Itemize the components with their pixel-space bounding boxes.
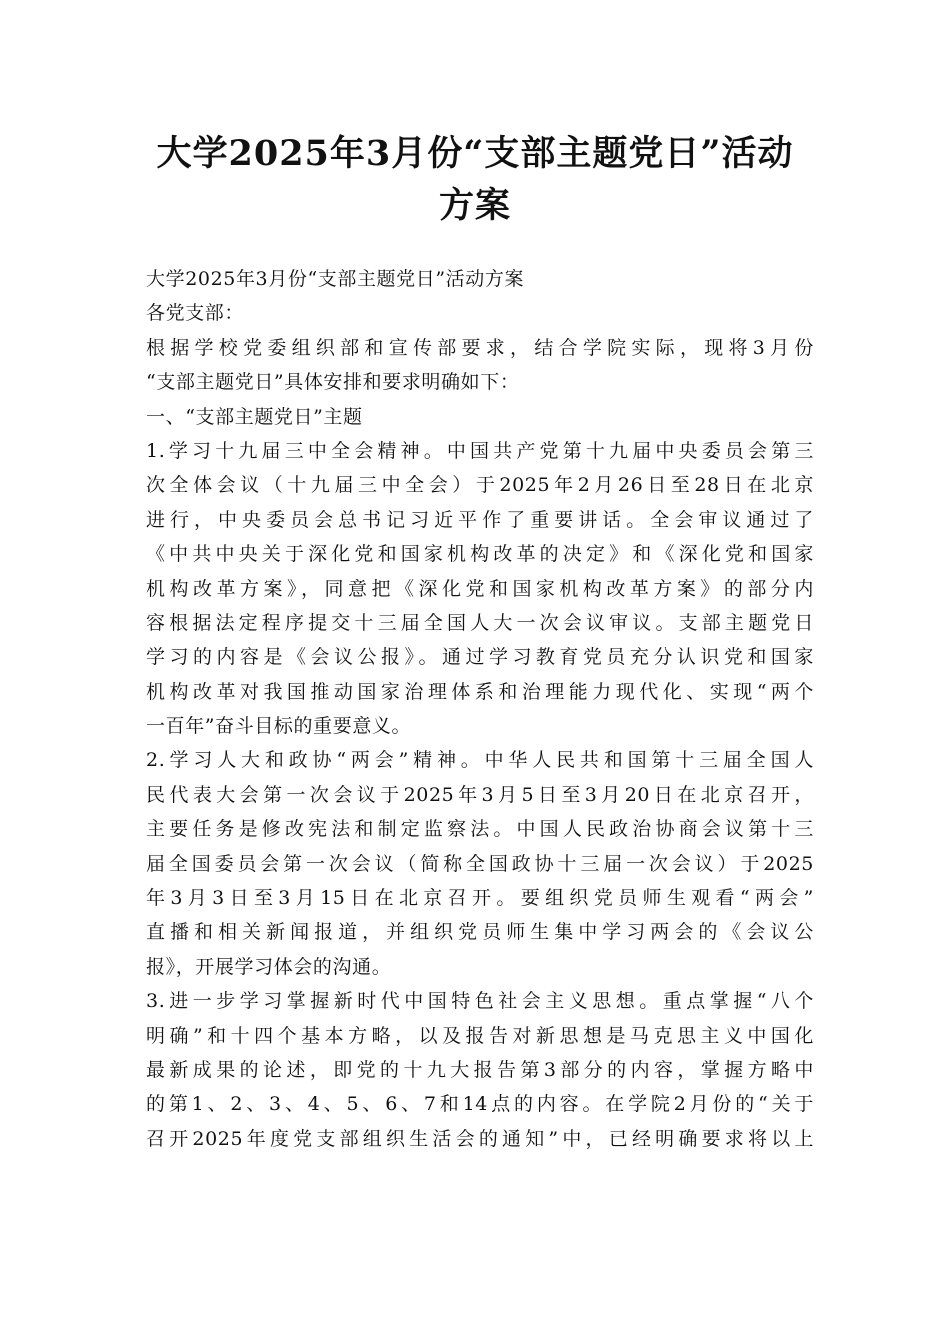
body-text-line: 机构改革对我国推动国家治理体系和治理能力现代化、实现“两个 [146,680,814,703]
body-text-line: 年3月3日至3月15日在北京召开。要组织党员师生观看“两会” [146,887,814,910]
body-text-line: 1.学习十九届三中全会精神。中国共产党第十九届中央委员会第三 [146,439,814,462]
body-text-line: 明确”和十四个基本方略，以及报告对新思想是马克思主义中国化 [146,1024,814,1047]
body-text-line: 2.学习人大和政协“两会”精神。中华人民共和国第十三届全国人 [146,749,814,772]
body-text-line: 届全国委员会第一次会议（简称全国政协十三届一次会议）于2025 [146,852,814,875]
document-title [120,128,830,232]
body-text-line: 主要任务是修改宪法和制定监察法。中国人民政治协商会议第十三 [146,818,814,841]
title-line: 大学2025年3月份“支部主题党日”活动 [156,133,794,174]
body-text-line: 容根据法定程序提交十三届全国人大一次会议审议。支部主题党日 [146,611,814,634]
body-text-line: 直播和相关新闻报道，并组织党员师生集中学习两会的《会议公 [146,921,814,944]
body-text-line: 各党支部： [146,302,245,325]
body-text-line: 次全体会议（十九届三中全会）于2025年2月26日至28日在北京 [146,474,814,497]
body-text-line: “支部主题党日”具体安排和要求明确如下： [146,371,520,394]
document-body [146,262,814,1156]
title-line: 方案 [438,185,511,226]
body-text-line: 进行，中央委员会总书记习近平作了重要讲话。全会审议通过了 [146,508,814,531]
body-text-line: 的第1、2、3、4、5、6、7和14点的内容。在学院2月份的“关于 [146,1093,814,1116]
body-text-line: 学习的内容是《会议公报》。通过学习教育党员充分认识党和国家 [146,646,814,669]
body-text-line: 民代表大会第一次会议于2025年3月5日至3月20日在北京召开， [146,783,814,806]
body-text-line: 《中共中央关于深化党和国家机构改革的决定》和《深化党和国家 [146,543,814,566]
body-text-line: 一、“支部主题党日”主题 [146,405,363,428]
body-text-line: 报》，开展学习体会的沟通。 [146,955,392,978]
body-text-line: 根据学校党委组织部和宣传部要求，结合学院实际，现将3月份 [146,336,814,359]
body-text-line: 一百年”奋斗目标的重要意义。 [146,715,412,738]
body-text-line: 3.进一步学习掌握新时代中国特色社会主义思想。重点掌握“八个 [146,990,814,1013]
body-text-line: 机构改革方案》，同意把《深化党和国家机构改革方案》的部分内 [146,577,814,600]
body-text-line: 召开2025年度党支部组织生活会的通知”中，已经明确要求将以上 [146,1127,814,1150]
body-text-line: 最新成果的论述，即党的十九大报告第3部分的内容，掌握方略中 [146,1058,814,1081]
body-text-line: 大学2025年3月份“支部主题党日”活动方案 [146,268,525,290]
